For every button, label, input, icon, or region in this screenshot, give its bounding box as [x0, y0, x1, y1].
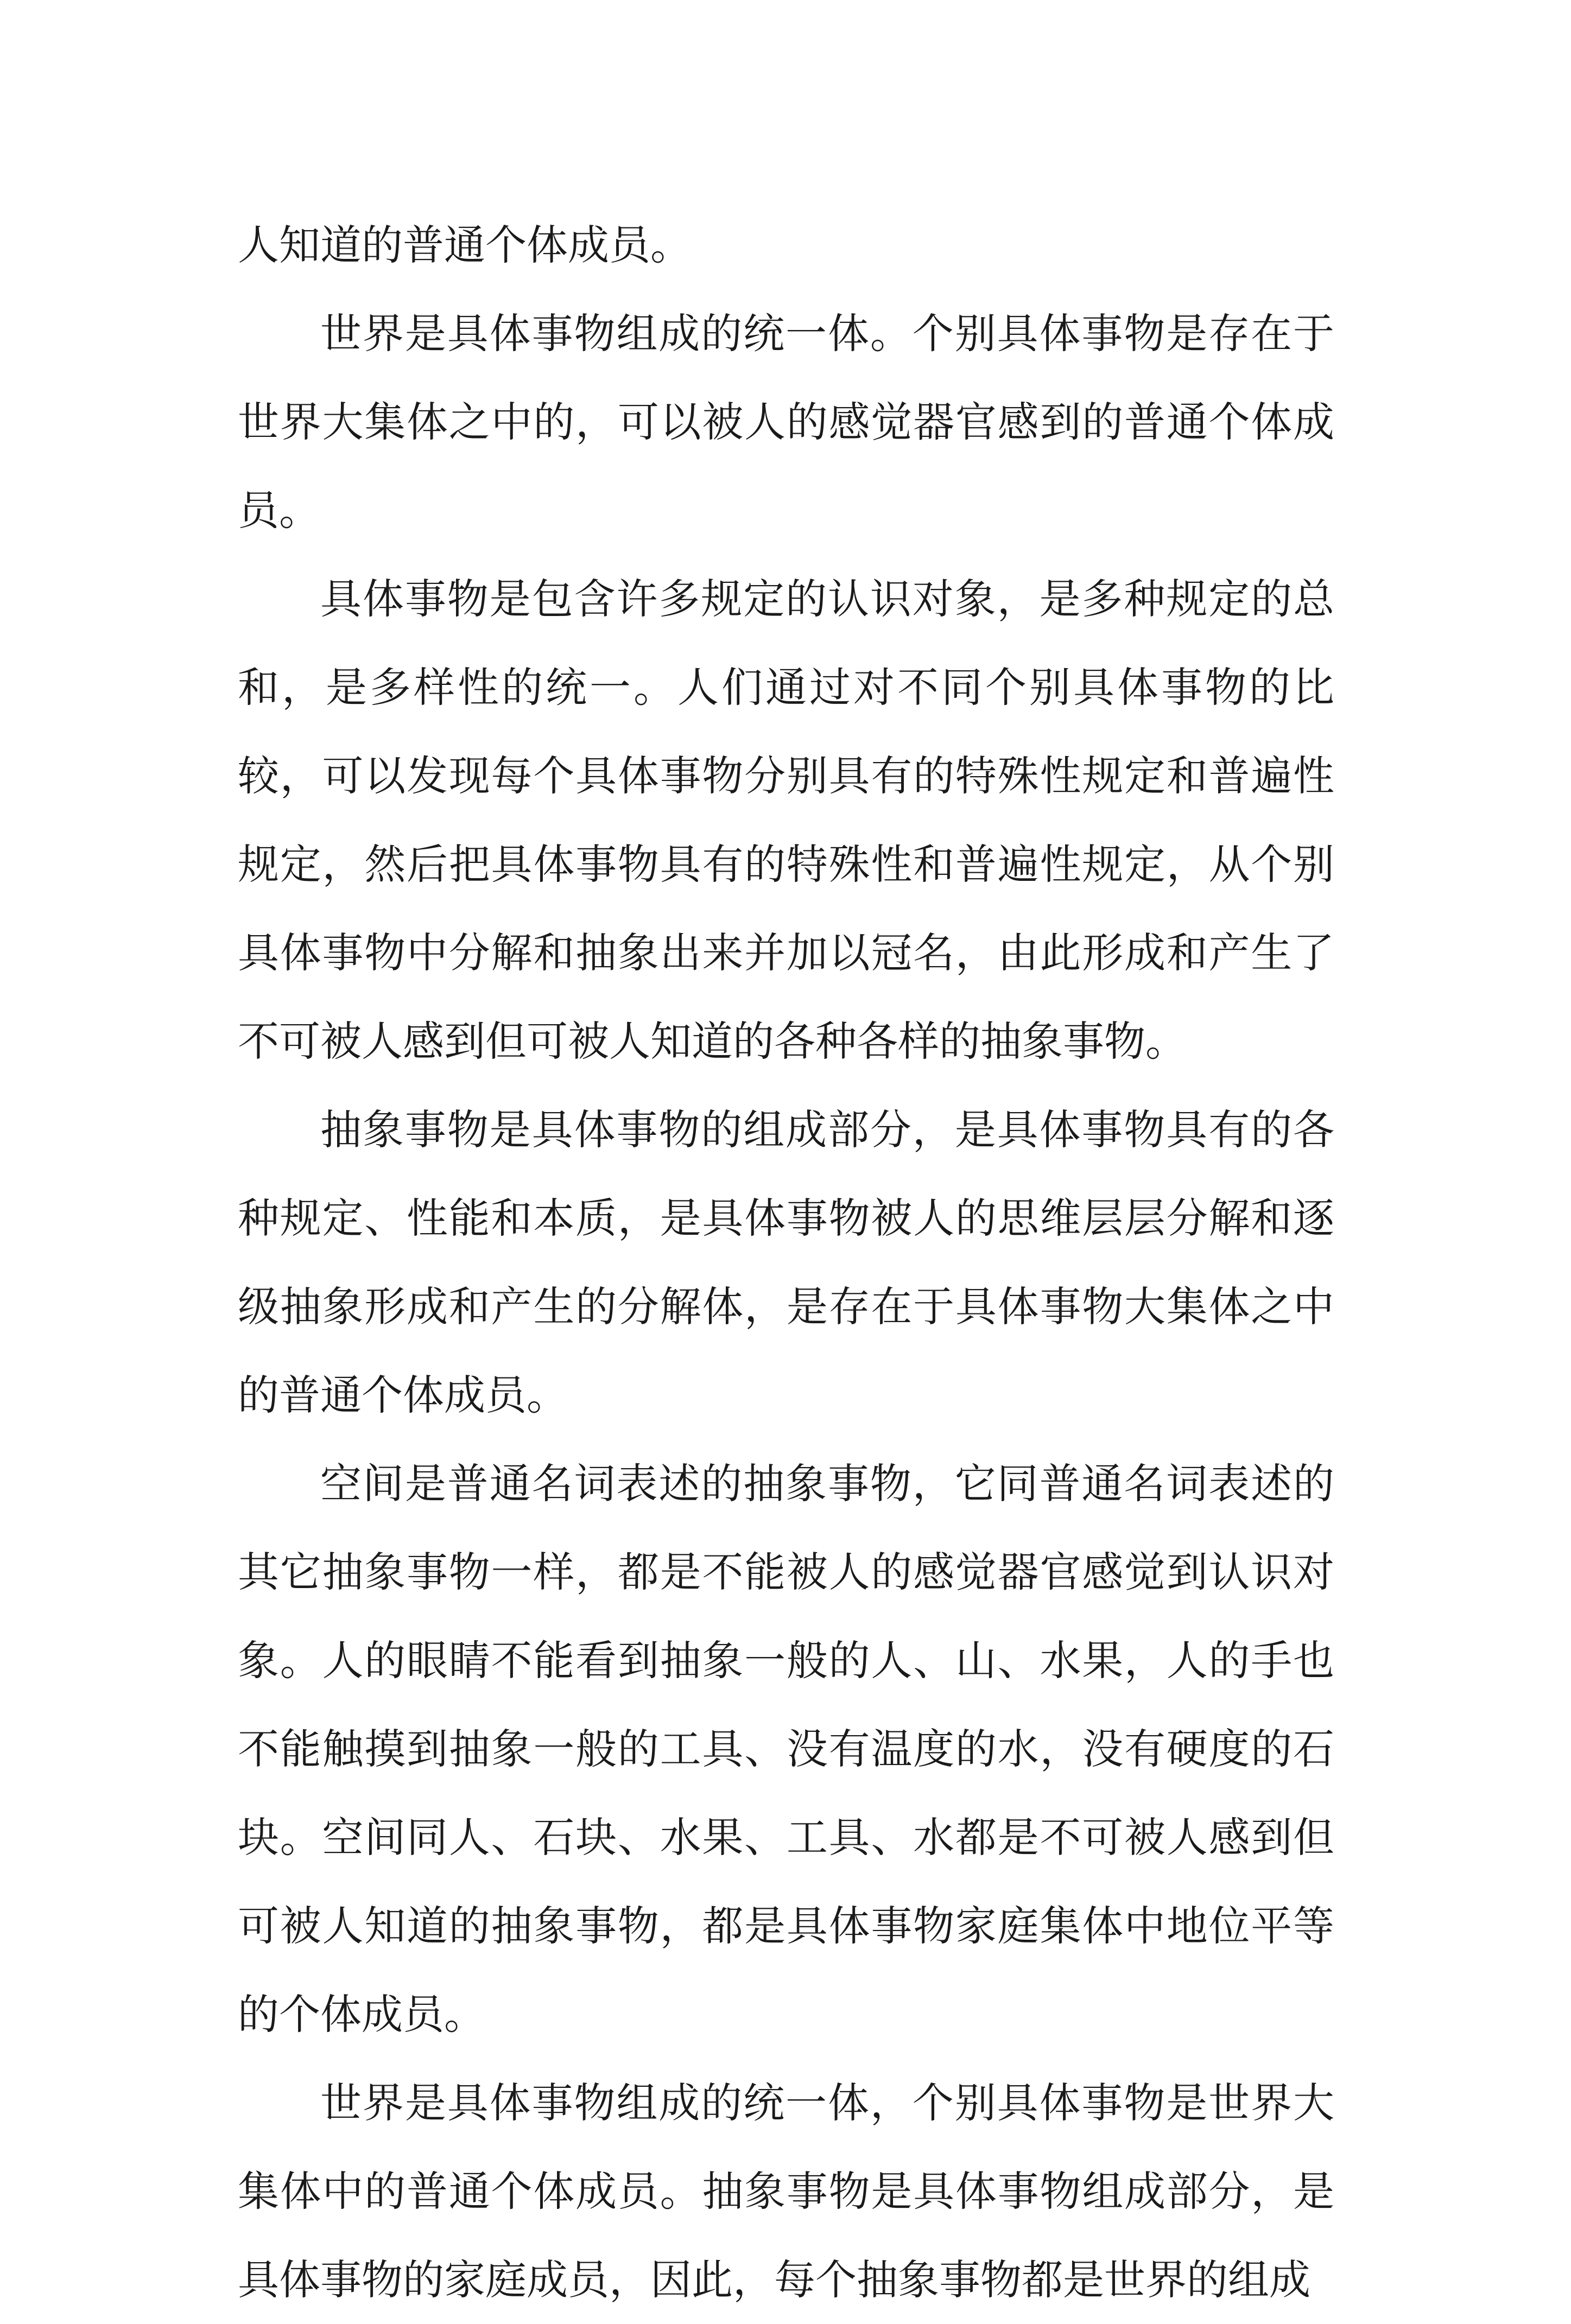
document-body [238, 201, 1334, 2324]
paragraph-5: 空间是普通名词表述的抽象事物，它同普通名词表述的其它抽象事物一样，都是不能被人的感觉器官感觉到认识对象。人的眼睛不能看到抽象一般的人、山、水果，人的手也不能触摸到抽象一般的工具、没有温度的水，没有硬度的石块。空间同人、石块、水果、工具、水都是不可被人感到但可被人知道的抽象事物，都是具体事物家庭集体中地位平等的个体成员。 [238, 1459, 1334, 2039]
paragraph-2: 世界是具体事物组成的统一体。个别具体事物是存在于世界大集体之中的，可以被人的感觉器官感到的普通个体成员。 [238, 309, 1334, 535]
paragraph-3: 具体事物是包含许多规定的认识对象，是多种规定的总和，是多样性的统一。人们通过对不同个别具体事物的比较，可以发现每个具体事物分别具有的特殊性规定和普遍性规定，然后把具体事物具有的特殊性和普遍性规定，从个别具体事物中分解和抽象出来并加以冠名，由此形成和产生了不可被人感到但可被人知道的各种各样的抽象事物。 [238, 575, 1334, 1065]
paragraph-4: 抽象事物是具体事物的组成部分，是具体事物具有的各种规定、性能和本质，是具体事物被人的思维层层分解和逐级抽象形成和产生的分解体，是存在于具体事物大集体之中的普通个体成员。 [238, 1106, 1334, 1419]
paragraph-6: 世界是具体事物组成的统一体，个别具体事物是世界大集体中的普通个体成员。抽象事物是具体事物组成部分，是具体事物的家庭成员，因此，每个抽象事物都是世界的组成 [238, 2079, 1334, 2304]
paragraph-1: 人知道的普通个体成员。 [238, 221, 692, 269]
